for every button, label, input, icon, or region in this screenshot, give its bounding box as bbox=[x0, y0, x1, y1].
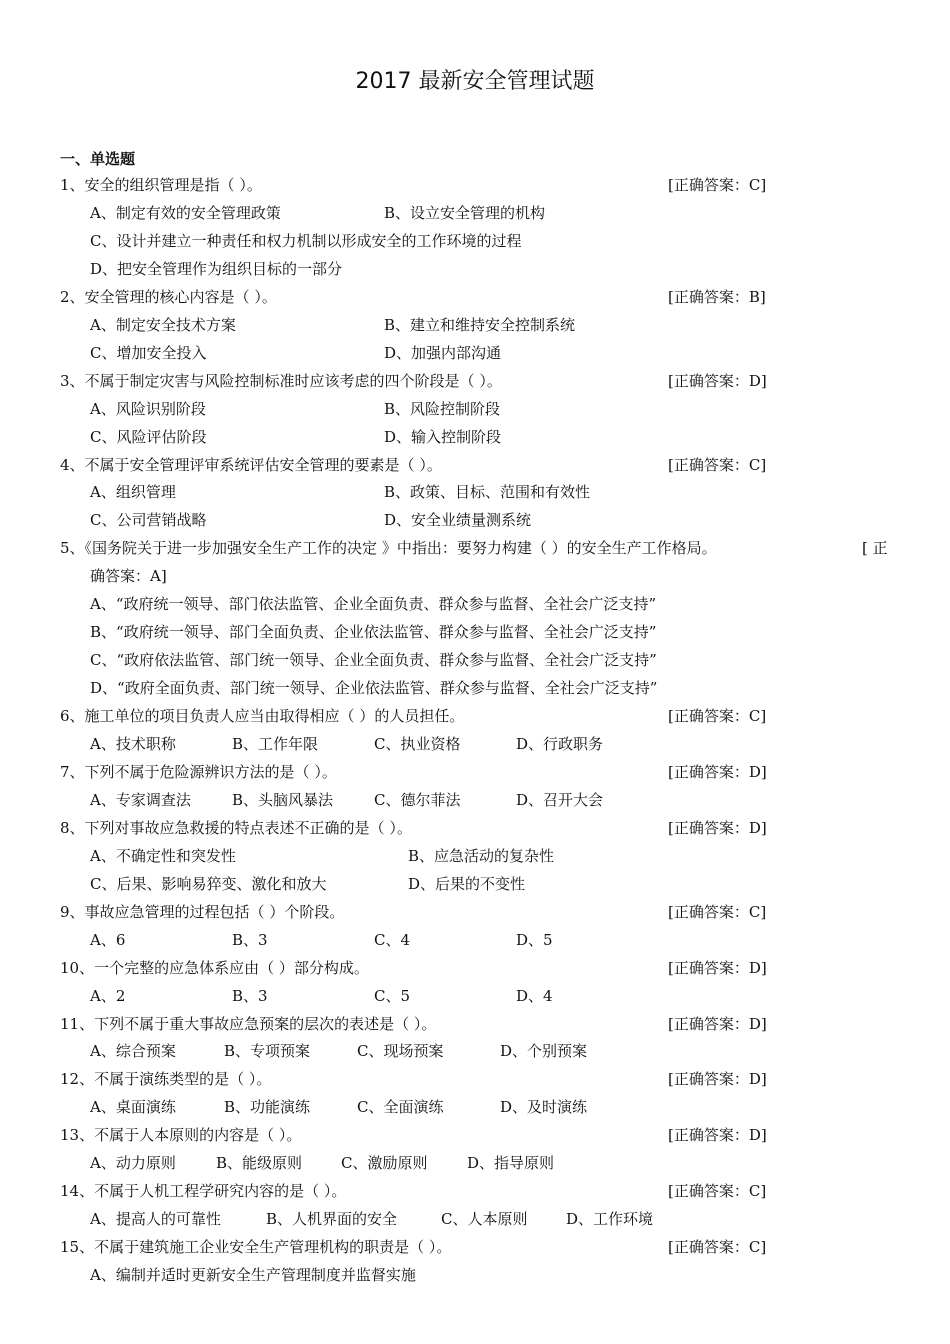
answer-option: B、功能演练 bbox=[224, 1098, 311, 1116]
answer-option: A、6 bbox=[90, 931, 126, 949]
question-stem: 2、安全管理的核心内容是（ ）。 bbox=[60, 288, 277, 306]
answer-option: D、个别预案 bbox=[500, 1042, 588, 1060]
answer-key: [正确答案：D] bbox=[668, 1015, 767, 1033]
answer-option: A、制定有效的安全管理政策 bbox=[90, 204, 281, 222]
answer-key: [正确答案：C] bbox=[668, 456, 767, 474]
answer-option: D、安全业绩量测系统 bbox=[384, 511, 532, 529]
answer-option: D、工作环境 bbox=[566, 1210, 654, 1228]
answer-option: C、增加安全投入 bbox=[90, 344, 207, 362]
answer-option: C、现场预案 bbox=[357, 1042, 444, 1060]
answer-option: A、桌面演练 bbox=[90, 1098, 176, 1116]
answer-key: [正确答案：D] bbox=[668, 1126, 767, 1144]
answer-option: A、专家调查法 bbox=[90, 791, 191, 809]
answer-option: B、工作年限 bbox=[232, 735, 319, 753]
answer-option: D、及时演练 bbox=[500, 1098, 588, 1116]
answer-option: B、风险控制阶段 bbox=[384, 400, 501, 418]
answer-option: C、公司营销战略 bbox=[90, 511, 207, 529]
answer-option: B、政策、目标、范围和有效性 bbox=[384, 483, 591, 501]
answer-option: B、3 bbox=[232, 987, 268, 1005]
answer-option: C、执业资格 bbox=[374, 735, 461, 753]
answer-option: A、综合预案 bbox=[90, 1042, 176, 1060]
answer-option: C、全面演练 bbox=[357, 1098, 444, 1116]
answer-option: B、设立安全管理的机构 bbox=[384, 204, 546, 222]
question-stem: 1、安全的组织管理是指（ ）。 bbox=[60, 176, 262, 194]
question-stem: 9、事故应急管理的过程包括（ ）个阶段。 bbox=[60, 903, 345, 921]
answer-option: B、专项预案 bbox=[224, 1042, 311, 1060]
answer-option: A、风险识别阶段 bbox=[90, 400, 206, 418]
answer-option: A、组织管理 bbox=[90, 483, 176, 501]
answer-option: C、4 bbox=[374, 931, 411, 949]
question-stem: 3、不属于制定灾害与风险控制标准时应该考虑的四个阶段是（ ）。 bbox=[60, 372, 502, 390]
answer-option: D、后果的不变性 bbox=[408, 875, 526, 893]
answer-key: [正确答案：B] bbox=[668, 288, 766, 306]
question-stem: 15、不属于建筑施工企业安全生产管理机构的职责是（ ）。 bbox=[60, 1238, 452, 1256]
answer-option: A、技术职称 bbox=[90, 735, 176, 753]
answer-option: C、德尔菲法 bbox=[374, 791, 461, 809]
answer-key: [正确答案：C] bbox=[668, 903, 767, 921]
answer-option: B、人机界面的安全 bbox=[266, 1210, 398, 1228]
answer-option: D、输入控制阶段 bbox=[384, 428, 502, 446]
answer-key: [正确答案：C] bbox=[668, 1182, 767, 1200]
answer-option: A、“政府统一领导、部门依法监管、企业全面负责、群众参与监督、全社会广泛支持” bbox=[90, 595, 657, 613]
answer-key-continued: 确答案：A] bbox=[90, 567, 167, 585]
answer-key: [正确答案：D] bbox=[668, 372, 767, 390]
question-stem: 5、《国务院关于进一步加强安全生产工作的决定 》中指出：要努力构建（ ）的安全生产工作格局。 bbox=[60, 539, 717, 557]
answer-option: A、编制并适时更新安全生产管理制度并监督实施 bbox=[90, 1266, 416, 1284]
answer-option: D、4 bbox=[516, 987, 553, 1005]
answer-option: B、建立和维持安全控制系统 bbox=[384, 316, 576, 334]
answer-option: A、动力原则 bbox=[90, 1154, 176, 1172]
question-stem: 12、不属于演练类型的是（ ）。 bbox=[60, 1070, 272, 1088]
answer-option: C、激励原则 bbox=[341, 1154, 428, 1172]
question-stem: 8、下列对事故应急救援的特点表述不正确的是（ ）。 bbox=[60, 819, 412, 837]
section-heading: 一、单选题 bbox=[60, 150, 136, 168]
answer-key: [正确答案：D] bbox=[668, 959, 767, 977]
answer-option: A、提高人的可靠性 bbox=[90, 1210, 221, 1228]
answer-option: D、“政府全面负责、部门统一领导、企业依法监管、群众参与监督、全社会广泛支持” bbox=[90, 679, 658, 697]
answer-option: A、2 bbox=[90, 987, 126, 1005]
answer-option: D、把安全管理作为组织目标的一部分 bbox=[90, 260, 343, 278]
answer-key: [正确答案：C] bbox=[668, 707, 767, 725]
question-stem: 11、下列不属于重大事故应急预案的层次的表述是（ ）。 bbox=[60, 1015, 437, 1033]
answer-option: C、人本原则 bbox=[441, 1210, 528, 1228]
question-stem: 13、不属于人本原则的内容是（ ）。 bbox=[60, 1126, 302, 1144]
answer-key: [正确答案：C] bbox=[668, 1238, 767, 1256]
page-title: 2017 最新安全管理试题 bbox=[355, 69, 595, 94]
answer-key: [正确答案：D] bbox=[668, 819, 767, 837]
answer-option: D、行政职务 bbox=[516, 735, 604, 753]
answer-key: [正确答案：D] bbox=[668, 763, 767, 781]
answer-key: [正确答案：C] bbox=[668, 176, 767, 194]
answer-key: [ 正 bbox=[862, 539, 888, 557]
answer-option: A、不确定性和突发性 bbox=[90, 847, 236, 865]
question-stem: 10、一个完整的应急体系应由（ ）部分构成。 bbox=[60, 959, 369, 977]
answer-option: D、召开大会 bbox=[516, 791, 604, 809]
question-stem: 14、不属于人机工程学研究内容的是（ ）。 bbox=[60, 1182, 347, 1200]
answer-option: A、制定安全技术方案 bbox=[90, 316, 236, 334]
answer-option: D、加强内部沟通 bbox=[384, 344, 502, 362]
answer-option: B、“政府统一领导、部门全面负责、企业依法监管、群众参与监督、全社会广泛支持” bbox=[90, 623, 657, 641]
answer-option: C、设计并建立一种责任和权力机制以形成安全的工作环境的过程 bbox=[90, 232, 522, 250]
answer-option: C、“政府依法监管、部门统一领导、企业全面负责、群众参与监督、全社会广泛支持” bbox=[90, 651, 657, 669]
question-stem: 6、施工单位的项目负责人应当由取得相应（ ）的人员担任。 bbox=[60, 707, 465, 725]
answer-option: B、3 bbox=[232, 931, 268, 949]
answer-option: B、能级原则 bbox=[216, 1154, 303, 1172]
answer-option: C、风险评估阶段 bbox=[90, 428, 207, 446]
answer-option: C、后果、影响易猝变、激化和放大 bbox=[90, 875, 327, 893]
question-stem: 4、不属于安全管理评审系统评估安全管理的要素是（ ）。 bbox=[60, 456, 442, 474]
answer-key: [正确答案：D] bbox=[668, 1070, 767, 1088]
answer-option: C、5 bbox=[374, 987, 411, 1005]
answer-option: B、应急活动的复杂性 bbox=[408, 847, 555, 865]
answer-option: D、5 bbox=[516, 931, 553, 949]
answer-option: B、头脑风暴法 bbox=[232, 791, 334, 809]
question-stem: 7、下列不属于危险源辨识方法的是（ ）。 bbox=[60, 763, 337, 781]
answer-option: D、指导原则 bbox=[467, 1154, 555, 1172]
